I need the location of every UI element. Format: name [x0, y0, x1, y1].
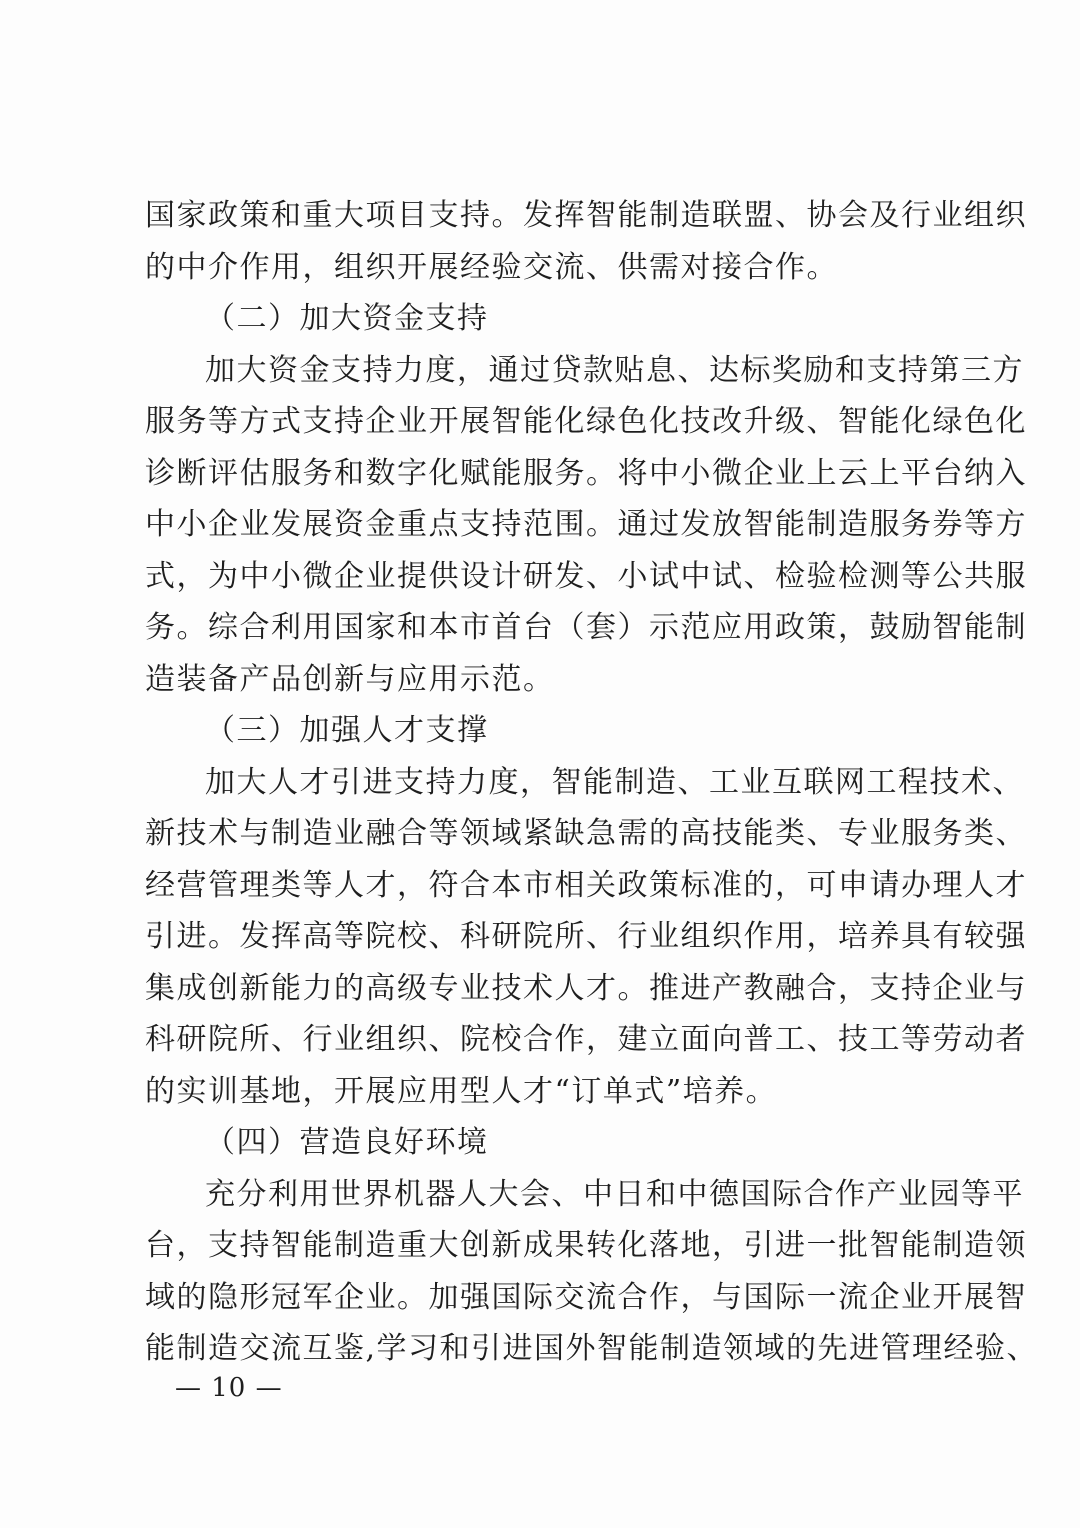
paragraph-line: 中小企业发展资金重点支持范围。通过发放智能制造服务券等方	[145, 507, 1027, 542]
paragraph-line: 服务等方式支持企业开展智能化绿色化技改升级、智能化绿色化	[145, 404, 1027, 439]
section-heading: （三）加强人才支撑	[205, 713, 489, 748]
section-heading: （二）加大资金支持	[205, 301, 489, 336]
page-number: — 10 —	[175, 1373, 283, 1403]
paragraph-line: 国家政策和重大项目支持。发挥智能制造联盟、协会及行业组织	[145, 198, 1027, 233]
paragraph-line: 引进。发挥高等院校、科研院所、行业组织作用，培养具有较强	[145, 919, 1027, 954]
paragraph-line: 的中介作用，组织开展经验交流、供需对接合作。	[145, 249, 838, 285]
paragraph-line: 务。综合利用国家和本市首台（套）示范应用政策，鼓励智能制	[145, 610, 1027, 645]
paragraph-line: 诊断评估服务和数字化赋能服务。将中小微企业上云上平台纳入	[145, 455, 1027, 491]
paragraph-line: 的实训基地，开展应用型人才“订单式”培养。	[145, 1073, 778, 1109]
paragraph-line: 加大人才引进支持力度，智能制造、工业互联网工程技术、	[205, 764, 1024, 800]
paragraph-line: 域的隐形冠军企业。加强国际交流合作，与国际一流企业开展智	[145, 1279, 1027, 1315]
paragraph-line: 经营管理类等人才，符合本市相关政策标准的，可申请办理人才	[145, 867, 1027, 903]
paragraph-line: 新技术与制造业融合等领域紧缺急需的高技能类、专业服务类、	[145, 816, 1027, 851]
paragraph-line: 加大资金支持力度，通过贷款贴息、达标奖励和支持第三方	[205, 352, 1024, 388]
paragraph-line: 集成创新能力的高级专业技术人才。推进产教融合，支持企业与	[145, 970, 1027, 1006]
paragraph-line: 能制造交流互鉴,学习和引进国外智能制造领域的先进管理经验、	[145, 1331, 1039, 1366]
section-heading: （四）营造良好环境	[205, 1125, 489, 1160]
paragraph-line: 造装备产品创新与应用示范。	[145, 661, 555, 697]
paragraph-line: 式，为中小微企业提供设计研发、小试中试、检验检测等公共服	[145, 558, 1027, 594]
paragraph-line: 科研院所、行业组织、院校合作，建立面向普工、技工等劳动者	[145, 1022, 1027, 1057]
paragraph-line: 充分利用世界机器人大会、中日和中德国际合作产业园等平	[205, 1176, 1024, 1212]
document-body	[145, 190, 1039, 1375]
paragraph-line: 台，支持智能制造重大创新成果转化落地，引进一批智能制造领	[145, 1228, 1027, 1263]
